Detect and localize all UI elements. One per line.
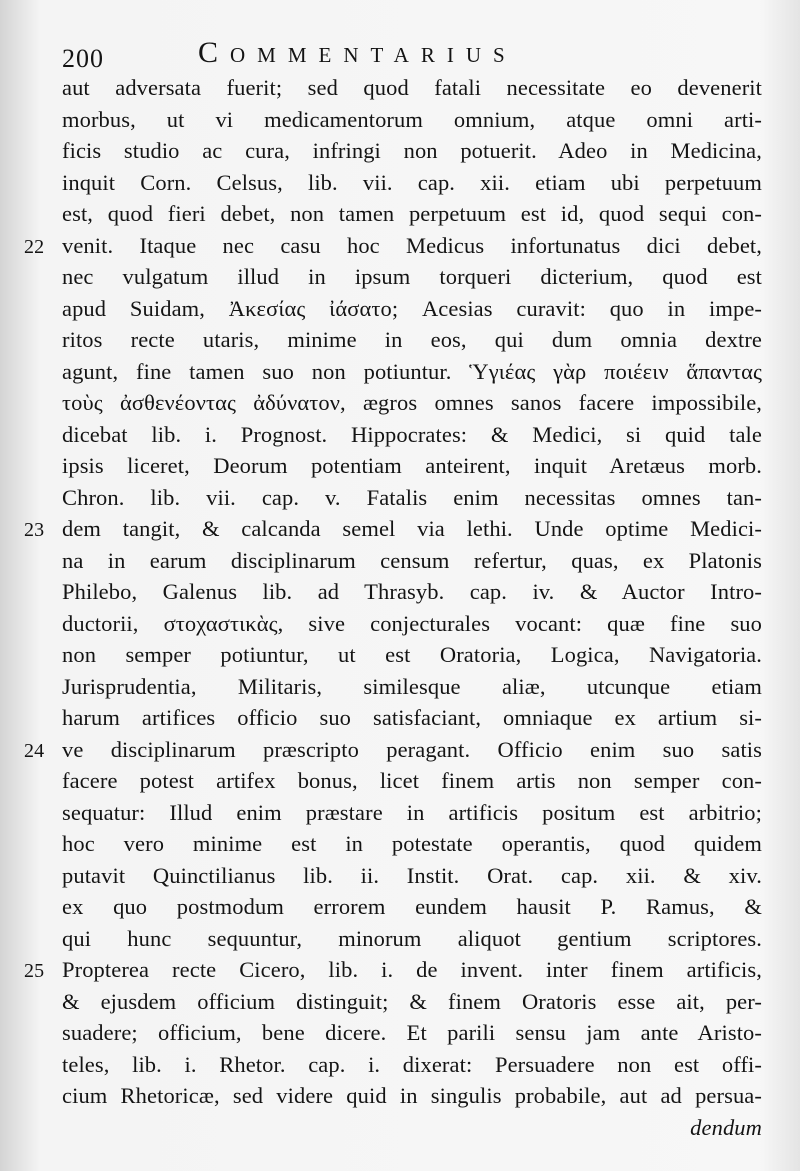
catchword-line	[62, 1112, 762, 1144]
text-line: nec vulgatum illud in ipsum torqueri dicterium, quod est	[62, 264, 762, 289]
section-number: 22	[24, 235, 45, 258]
text-line: τοὺς ἀσθενέοντας ἀδύνατον, ægros omnes sanos facere impossibile,	[62, 390, 762, 415]
text-line: ex quo postmodum errorem eundem hausit P. Ramus, &	[62, 894, 762, 919]
text-line: non semper potiuntur, ut est Oratoria, Logica, Navigatoria.	[62, 642, 762, 667]
text-line: sequatur: Illud enim præstare in artificis positum est arbitrio;	[62, 799, 762, 825]
text-line: Philebo, Galenus lib. ad Thrasyb. cap. iv. & Auctor Intro-	[62, 579, 762, 604]
page-header	[62, 36, 752, 76]
text-line: agunt, fine tamen suo non potiuntur. Ὑγιέας γὰρ ποιέειν ἅπαντας	[62, 358, 762, 384]
text-line: 24 ve disciplinarum præscripto peragant. Officio enim suo satis	[62, 734, 762, 766]
text-line: inquit Corn. Celsus, lib. vii. cap. xii. etiam ubi perpetuum	[62, 169, 762, 195]
text-line: hoc vero minime est in potestate operantis, quod quidem	[62, 831, 762, 856]
text-line: qui hunc sequuntur, minorum aliquot gentium scriptores.	[62, 925, 762, 951]
text-line: apud Suidam, Ἀκεσίας ἰάσατο; Acesias curavit: quo in impe-	[62, 295, 762, 321]
text-line: 25 Propterea recte Cicero, lib. i. de invent. inter finem artificis,	[62, 954, 762, 986]
text-line: ficis studio ac cura, infringi non potuerit. Adeo in Medicina,	[62, 138, 762, 163]
text-line: dicebat lib. i. Prognost. Hippocrates: & Medici, si quid tale	[62, 421, 762, 447]
text-line: 22 venit. Itaque nec casu hoc Medicus infortunatus dici debet,	[62, 230, 762, 262]
page-number: 200	[62, 44, 104, 73]
text-line: & ejusdem officium distinguit; & finem Oratoris esse ait, per-	[62, 988, 762, 1014]
text-line: facere potest artifex bonus, licet finem artis non semper con-	[62, 768, 762, 793]
text-line: putavit Quinctilianus lib. ii. Instit. Orat. cap. xii. & xiv.	[62, 862, 762, 888]
section-number: 25	[24, 960, 45, 982]
text-line: na in earum disciplinarum censum refertur, quas, ex Platonis	[62, 547, 762, 573]
text-line: suadere; officium, bene dicere. Et parili sensu jam ante Aristo-	[62, 1020, 762, 1045]
text-line: morbus, ut vi medicamentorum omnium, atque omni arti-	[62, 106, 762, 132]
text-line: ritos recte utaris, minime in eos, qui dum omnia dextre	[62, 327, 762, 352]
text-line: harum artifices officio suo satisfaciant, omniaque ex artium si-	[62, 705, 762, 730]
text-line: ductorii, στοχαστικὰς, sive conjecturales vocant: quæ fine suo	[62, 610, 762, 636]
text-line: Chron. lib. vii. cap. v. Fatalis enim necessitas omnes tan-	[62, 484, 762, 510]
text-line: 23 dem tangit, & calcanda semel via lethi. Unde optime Medici-	[62, 513, 762, 545]
text-line: aut adversata fuerit; sed quod fatali necessitate eo devenerit	[62, 75, 762, 100]
section-number: 23	[24, 519, 45, 541]
text-line: teles, lib. i. Rhetor. cap. i. dixerat: Persuadere non est offi-	[62, 1051, 762, 1077]
text-line: cium Rhetoricæ, sed videre quid in singulis probabile, aut ad persua-	[62, 1083, 762, 1108]
catchword: dendum	[690, 1114, 762, 1140]
section-number: 24	[24, 739, 45, 762]
text-body	[24, 72, 762, 1143]
text-line: Jurisprudentia, Militaris, similesque aliæ, utcunque etiam	[62, 673, 762, 699]
running-title: Commentarius	[198, 36, 517, 69]
text-line: est, quod fieri debet, non tamen perpetuum est id, quod sequi con-	[62, 201, 762, 226]
text-line: ipsis liceret, Deorum potentiam anteirent, inquit Aretæus morb.	[62, 453, 762, 478]
